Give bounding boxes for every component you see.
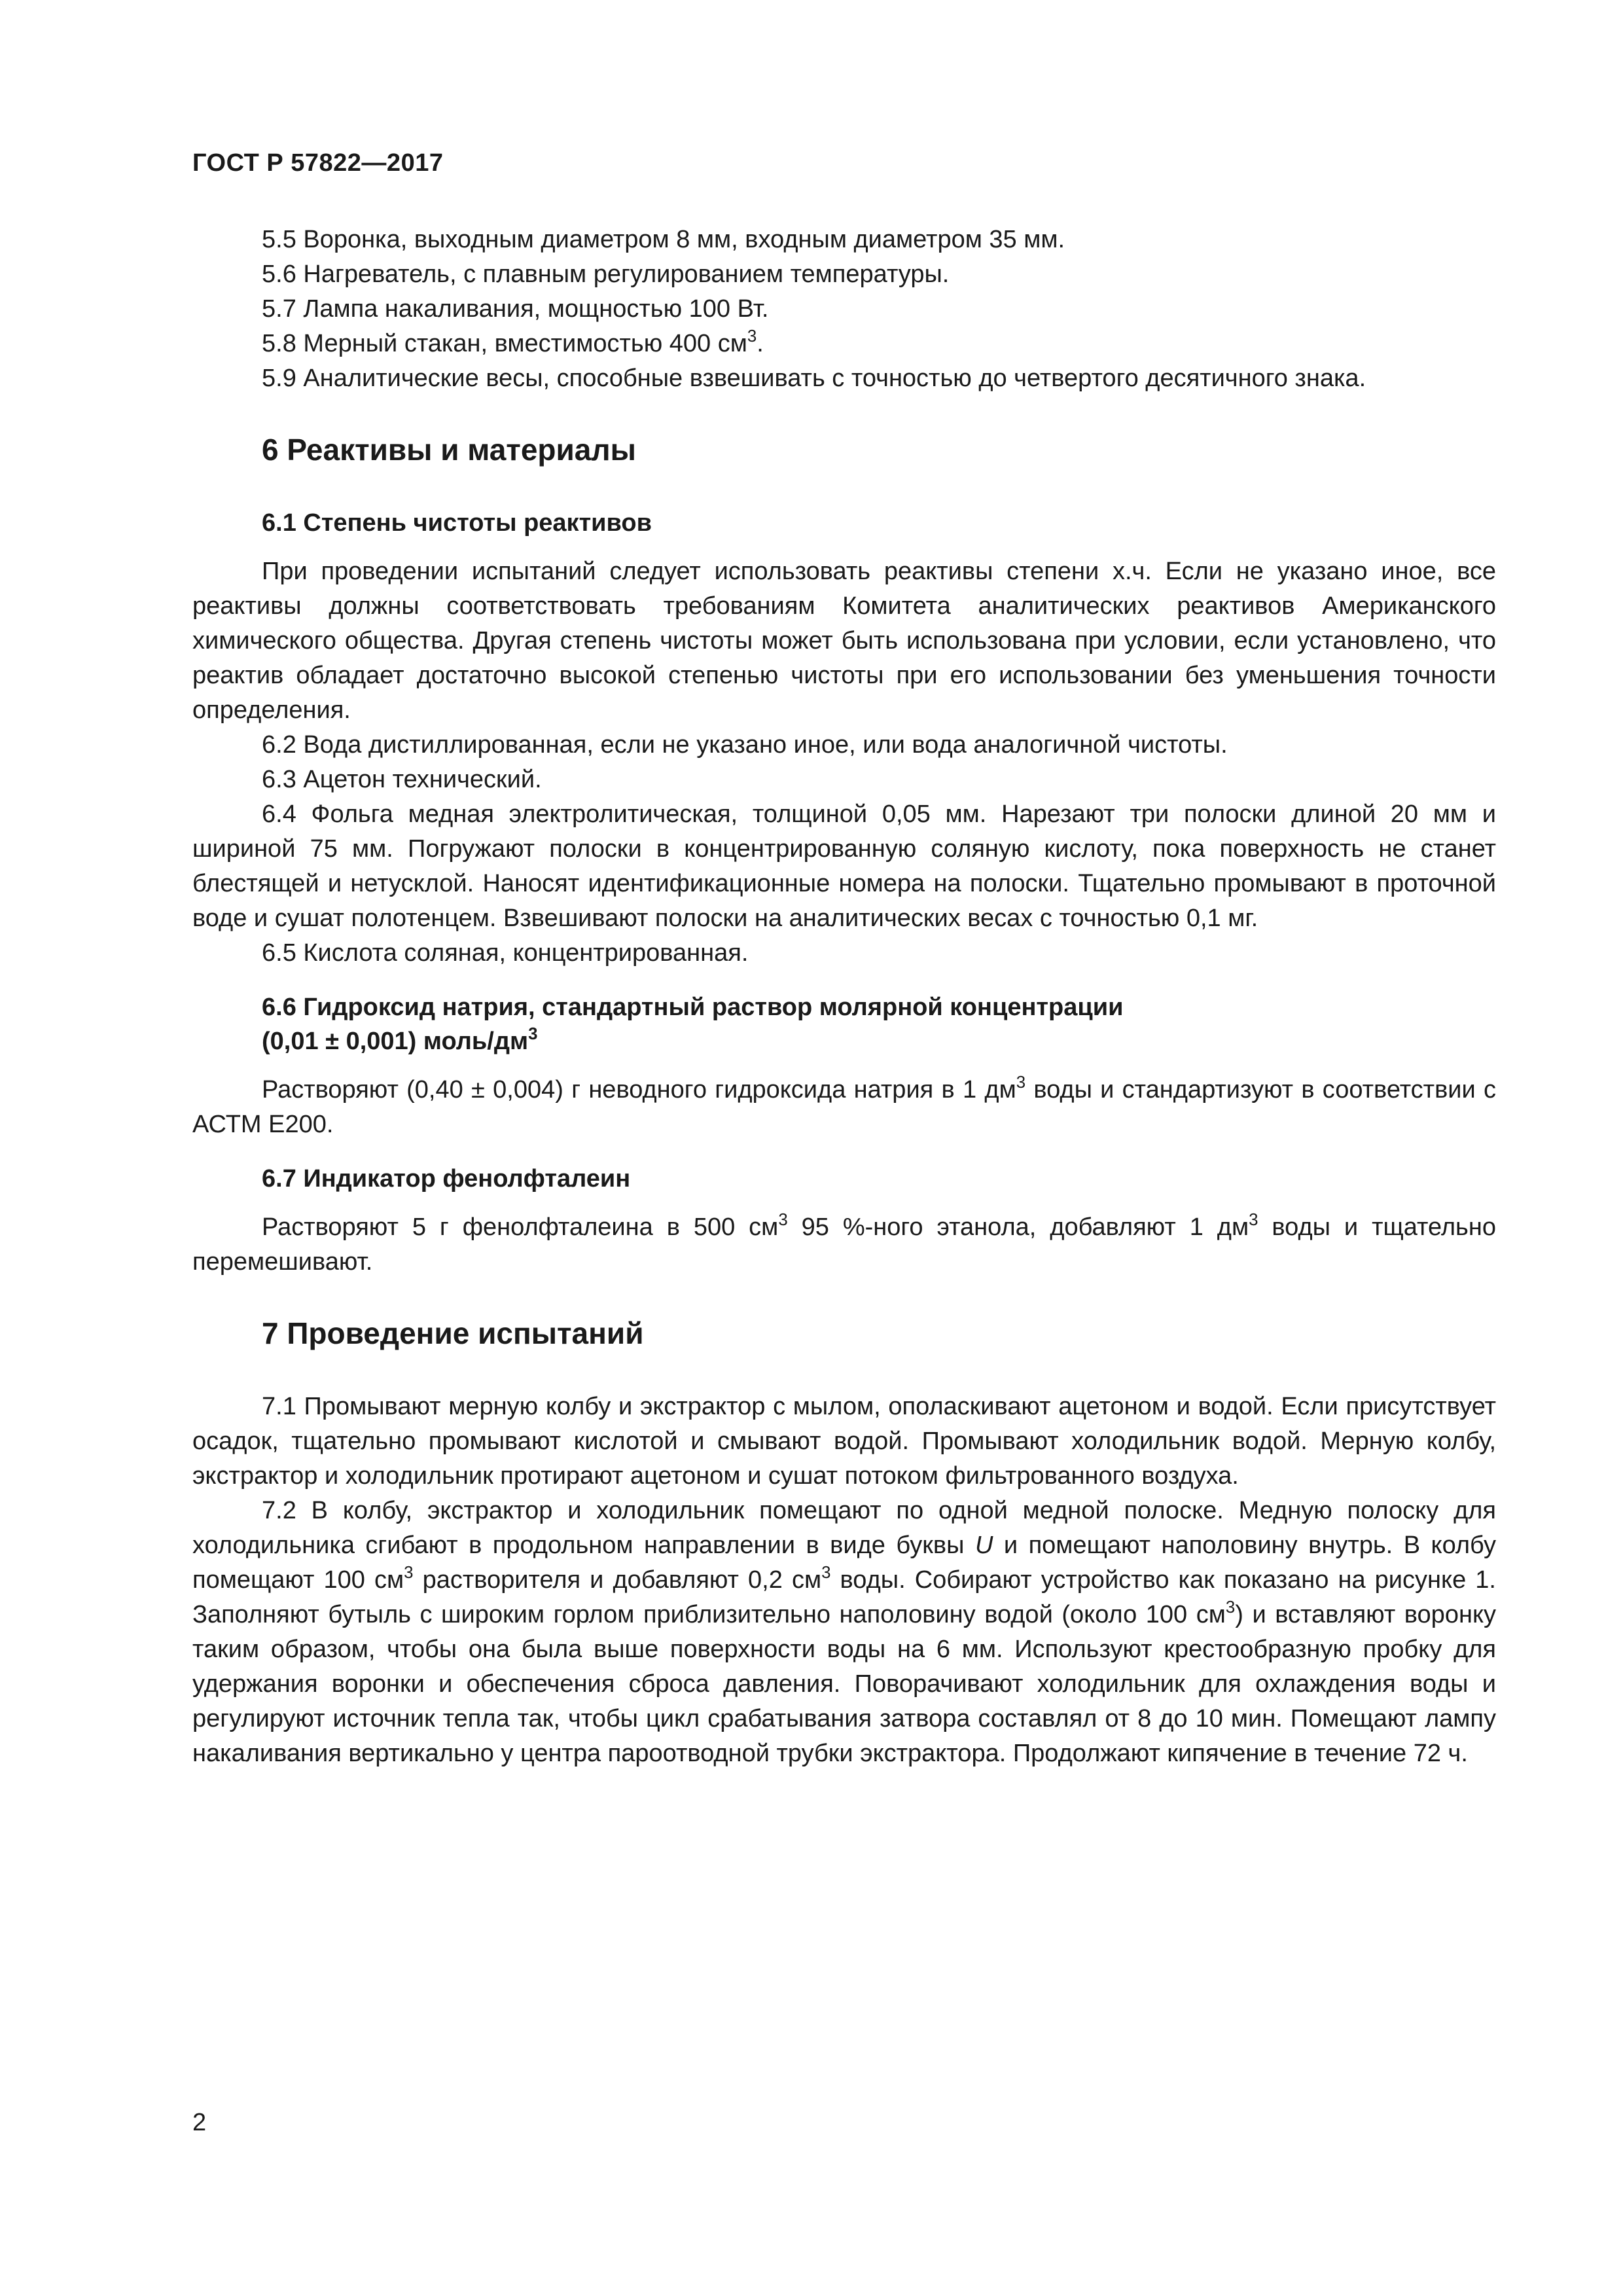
item-7-1: 7.1 Промывают мерную колбу и экстрактор с мылом, ополаскивают ацетоном и водой. Если присутствует осадок, тщательно промывают кислотой и смывают водой. Промывают холодильник водой. Мерную колбу, экстрактор и холодильник протирают ацетоном и сушат потоком фильтрованного воздуха. bbox=[192, 1393, 1496, 1490]
item-6-3: 6.3 Ацетон технический. bbox=[262, 766, 542, 793]
subsection-6-6-title-line1: 6.6 Гидроксид натрия, стандартный раствор молярной концентрации bbox=[262, 994, 1124, 1021]
superscript: 3 bbox=[528, 1025, 538, 1044]
subsection-6-1-text: При проведении испытаний следует использовать реактивы степени х.ч. Если не указано иное, все реактивы должны соответствовать требованиям Комитета аналитических реактивов Американского химического общества. Другая степень чистоты может быть использована при условии, если установлено, что реактив обладает достаточно высокой степенью чистоты при его использовании без уменьшения точности определения. bbox=[192, 558, 1496, 724]
text-segment: воды. Собирают устройство как показано на рисунке 1. Заполняют бутыль с широким горлом приблизительно наполовину водой (около 100 см bbox=[192, 1566, 1496, 1628]
item-5-6: 5.6 Нагреватель, с плавным регулированием температуры. bbox=[262, 260, 950, 288]
superscript: 3 bbox=[821, 1564, 831, 1583]
document-body bbox=[192, 223, 1496, 1771]
item-5-8-text: 5.8 Мерный стакан, вместимостью 400 см bbox=[262, 330, 747, 357]
superscript: 3 bbox=[1249, 1211, 1258, 1230]
italic-letter: U bbox=[974, 1532, 993, 1559]
subsection-6-7-heading: 6.7 Индикатор фенолфталеин bbox=[262, 1165, 631, 1193]
text-segment: и помещают наполовину внутрь. В колбу помещают 100 см bbox=[192, 1532, 1496, 1594]
superscript: 3 bbox=[404, 1564, 414, 1583]
item-5-8-end: . bbox=[757, 330, 764, 357]
text-segment: растворителя и добавляют 0,2 см bbox=[413, 1566, 822, 1594]
text-segment: Растворяют 5 г фенолфталеина в 500 см bbox=[262, 1213, 779, 1241]
text-segment: ) и вставляют воронку таким образом, чтобы она была выше поверхности воды на 6 мм. Используют крестообразную пробку для удержания воронки и обеспечения сброса давления. Поворачивают холодильник для охлаждения воды и регулируют источник тепла так, чтобы цикл срабатывания затвора составлял от 8 до 10 мин. Помещают лампу накаливания вертикально у центра пароотводной трубки экстрактора. Продолжают кипячение в течение 72 ч. bbox=[192, 1601, 1496, 1767]
superscript: 3 bbox=[747, 327, 757, 346]
section-7-heading: 7 Проведение испытаний bbox=[262, 1316, 644, 1350]
subsection-6-6-text bbox=[192, 1073, 1496, 1142]
subsection-6-1-heading: 6.1 Степень чистоты реактивов bbox=[262, 509, 652, 537]
item-6-4: 6.4 Фольга медная электролитическая, толщиной 0,05 мм. Нарезают три полоски длиной 20 мм и шириной 75 мм. Погружают полоски в концентрированную соляную кислоту, пока поверхность не станет блестящей и нетусклой. Наносят идентификационные номера на полоски. Тщательно промывают в проточной воде и сушат полотенцем. Взвешивают полоски на аналитических весах с точностью 0,1 мг. bbox=[192, 800, 1496, 932]
text-segment: воды и тщательно перемешивают. bbox=[192, 1213, 1496, 1276]
subsection-6-7-text bbox=[192, 1210, 1496, 1280]
concentration-text: (0,01 ± 0,001) моль/дм bbox=[262, 1028, 529, 1055]
subsection-6-6-title-line2 bbox=[262, 1024, 1496, 1058]
subsection-6-6-heading bbox=[192, 990, 1496, 1058]
item-7-2 bbox=[192, 1494, 1496, 1771]
text-segment: 7.2 В колбу, экстрактор и холодильник помещают по одной медной полоске. Медную полоску для холодильника сгибают в продольном направлении в виде буквы bbox=[192, 1497, 1496, 1559]
item-5-8 bbox=[192, 327, 1496, 361]
superscript: 3 bbox=[1016, 1073, 1026, 1092]
item-5-9: 5.9 Аналитические весы, способные взвешивать с точностью до четвертого десятичного знака. bbox=[262, 365, 1366, 392]
item-5-7: 5.7 Лампа накаливания, мощностью 100 Вт. bbox=[262, 295, 769, 323]
text-segment: 95 %-ного этанола, добавляют 1 дм bbox=[787, 1213, 1249, 1241]
text-segment: Растворяют (0,40 ± 0,004) г неводного гидроксида натрия в 1 дм bbox=[262, 1076, 1016, 1103]
document-header: ГОСТ Р 57822—2017 bbox=[192, 149, 444, 177]
text-segment: воды и стандартизуют в соответствии с АСТМ Е200. bbox=[192, 1076, 1496, 1138]
superscript: 3 bbox=[1225, 1598, 1236, 1617]
item-6-2: 6.2 Вода дистиллированная, если не указано иное, или вода аналогичной чистоты. bbox=[262, 731, 1228, 759]
superscript: 3 bbox=[778, 1211, 788, 1230]
item-6-5: 6.5 Кислота соляная, концентрированная. bbox=[262, 939, 749, 967]
page-number: 2 bbox=[192, 2109, 207, 2136]
item-5-5: 5.5 Воронка, выходным диаметром 8 мм, входным диаметром 35 мм. bbox=[262, 226, 1065, 253]
section-6-heading: 6 Реактивы и материалы bbox=[262, 433, 636, 467]
